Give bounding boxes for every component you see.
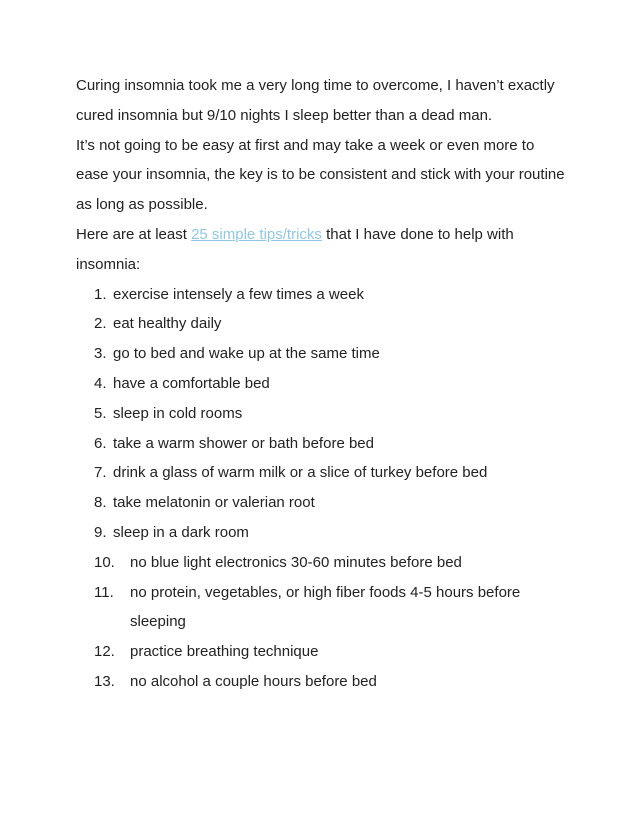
list-number: 6. — [94, 434, 107, 452]
list-item — [76, 578, 566, 638]
list-item-text: exercise intensely a few times a week — [113, 285, 364, 303]
list-number: 11. — [94, 583, 114, 601]
list-number: 4. — [94, 374, 107, 392]
list-item-text: no blue light electronics 30-60 minutes before bed — [130, 553, 462, 571]
list-item-text: go to bed and wake up at the same time — [113, 345, 380, 363]
list-item-text: no alcohol a couple hours before bed — [130, 672, 377, 690]
tips-link[interactable]: 25 simple tips/tricks — [191, 225, 322, 243]
list-item-text: drink a glass of warm milk or a slice of turkey before bed — [113, 464, 488, 482]
intro-text-after: that I have done to help with insomnia: — [76, 225, 514, 273]
list-item — [76, 637, 566, 667]
list-item — [76, 429, 566, 459]
list-item-text: sleep in a dark room — [113, 523, 249, 541]
list-number: 13. — [94, 672, 115, 690]
document-body — [76, 71, 566, 697]
paragraph-intro — [76, 220, 566, 280]
paragraph-insomnia-story: Curing insomnia took me a very long time to overcome, I haven’t exactly cured insomnia but 9/10 nights I sleep better than a dead man. — [76, 77, 555, 124]
list-number: 8. — [94, 494, 107, 512]
list-item-text: have a comfortable bed — [113, 374, 270, 392]
list-number: 5. — [94, 404, 107, 422]
tips-list — [76, 280, 566, 697]
list-number: 2. — [94, 315, 107, 333]
list-item-text: eat healthy daily — [113, 315, 222, 333]
list-item — [76, 280, 566, 310]
list-item-text: no protein, vegetables, or high fiber foods 4-5 hours before sleeping — [130, 583, 521, 631]
list-item — [76, 548, 566, 578]
list-item-text: sleep in cold rooms — [113, 404, 243, 422]
list-item — [76, 309, 566, 339]
list-item — [76, 399, 566, 429]
list-number: 1. — [94, 285, 107, 303]
paragraph-consistency: It’s not going to be easy at first and may take a week or even more to ease your insomnia, the key is to be consistent and stick with your routine as long as possible. — [76, 136, 565, 214]
list-number: 10. — [94, 553, 115, 571]
list-number: 12. — [94, 643, 115, 661]
list-number: 7. — [94, 464, 107, 482]
list-number: 9. — [94, 523, 107, 541]
list-item — [76, 339, 566, 369]
list-item-text: take a warm shower or bath before bed — [113, 434, 374, 452]
list-item-text: take melatonin or valerian root — [113, 494, 315, 512]
list-number: 3. — [94, 345, 107, 363]
list-item — [76, 369, 566, 399]
list-item — [76, 488, 566, 518]
list-item-text: practice breathing technique — [130, 643, 319, 661]
list-item — [76, 667, 566, 697]
list-item — [76, 458, 566, 488]
list-item — [76, 518, 566, 548]
intro-text-before: Here are at least — [76, 225, 192, 243]
